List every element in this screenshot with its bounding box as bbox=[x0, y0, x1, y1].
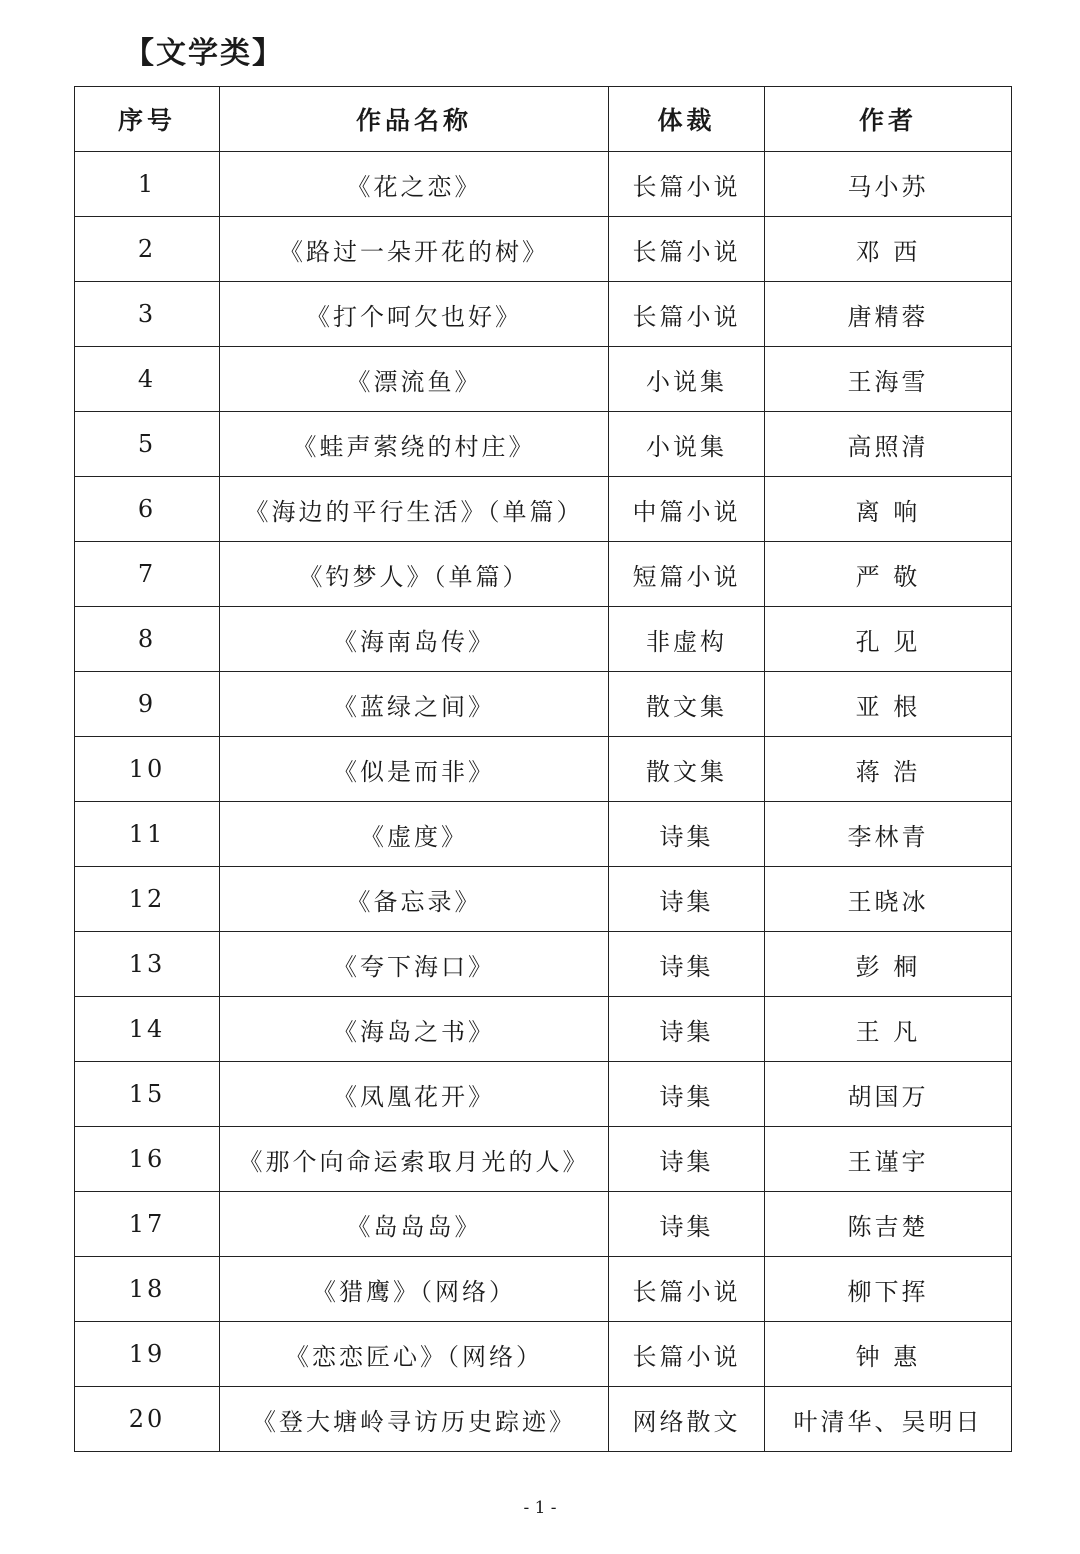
table-row bbox=[75, 672, 1012, 737]
work-title: 《蛙声萦绕的村庄》 bbox=[220, 412, 609, 477]
work-genre: 诗集 bbox=[609, 932, 765, 997]
row-number: 14 bbox=[75, 997, 220, 1062]
table-row bbox=[75, 152, 1012, 217]
table-row bbox=[75, 347, 1012, 412]
row-number: 18 bbox=[75, 1257, 220, 1322]
work-genre: 中篇小说 bbox=[609, 477, 765, 542]
work-title: 《海岛之书》 bbox=[220, 997, 609, 1062]
row-number: 12 bbox=[75, 867, 220, 932]
table-row bbox=[75, 867, 1012, 932]
work-author: 唐精蓉 bbox=[765, 282, 1012, 347]
page-number: - 1 - bbox=[523, 1498, 557, 1518]
work-genre: 诗集 bbox=[609, 802, 765, 867]
work-title: 《花之恋》 bbox=[220, 152, 609, 217]
work-author: 亚 根 bbox=[765, 672, 1012, 737]
header-title: 作品名称 bbox=[220, 87, 609, 152]
work-author: 胡国万 bbox=[765, 1062, 1012, 1127]
row-number: 20 bbox=[75, 1387, 220, 1452]
work-genre: 小说集 bbox=[609, 412, 765, 477]
table-row bbox=[75, 1257, 1012, 1322]
work-genre: 诗集 bbox=[609, 1127, 765, 1192]
work-genre: 诗集 bbox=[609, 1062, 765, 1127]
work-author: 王谨宇 bbox=[765, 1127, 1012, 1192]
row-number: 19 bbox=[75, 1322, 220, 1387]
work-author: 陈吉楚 bbox=[765, 1192, 1012, 1257]
work-genre: 短篇小说 bbox=[609, 542, 765, 607]
row-number: 17 bbox=[75, 1192, 220, 1257]
work-genre: 散文集 bbox=[609, 737, 765, 802]
work-title: 《钓梦人》（单篇） bbox=[220, 542, 609, 607]
table-row bbox=[75, 997, 1012, 1062]
work-title: 《漂流鱼》 bbox=[220, 347, 609, 412]
work-title: 《路过一朵开花的树》 bbox=[220, 217, 609, 282]
work-author: 李林青 bbox=[765, 802, 1012, 867]
work-author: 王海雪 bbox=[765, 347, 1012, 412]
work-genre: 散文集 bbox=[609, 672, 765, 737]
table-row bbox=[75, 737, 1012, 802]
row-number: 10 bbox=[75, 737, 220, 802]
work-title: 《海边的平行生活》（单篇） bbox=[220, 477, 609, 542]
work-genre: 长篇小说 bbox=[609, 152, 765, 217]
row-number: 5 bbox=[75, 412, 220, 477]
work-title: 《备忘录》 bbox=[220, 867, 609, 932]
work-title: 《虚度》 bbox=[220, 802, 609, 867]
table-row bbox=[75, 282, 1012, 347]
work-author: 王晓冰 bbox=[765, 867, 1012, 932]
work-title: 《打个呵欠也好》 bbox=[220, 282, 609, 347]
table-row bbox=[75, 1192, 1012, 1257]
work-title: 《那个向命运索取月光的人》 bbox=[220, 1127, 609, 1192]
work-genre: 长篇小说 bbox=[609, 217, 765, 282]
section-title: 【文学类】 bbox=[124, 36, 284, 71]
work-genre: 诗集 bbox=[609, 997, 765, 1062]
row-number: 1 bbox=[75, 152, 220, 217]
work-genre: 非虚构 bbox=[609, 607, 765, 672]
work-author: 严 敬 bbox=[765, 542, 1012, 607]
row-number: 4 bbox=[75, 347, 220, 412]
work-author: 柳下挥 bbox=[765, 1257, 1012, 1322]
work-genre: 长篇小说 bbox=[609, 1322, 765, 1387]
header-author: 作者 bbox=[765, 87, 1012, 152]
work-author: 马小苏 bbox=[765, 152, 1012, 217]
row-number: 11 bbox=[75, 802, 220, 867]
work-genre: 长篇小说 bbox=[609, 282, 765, 347]
row-number: 6 bbox=[75, 477, 220, 542]
work-title: 《登大塘岭寻访历史踪迹》 bbox=[220, 1387, 609, 1452]
work-author: 彭 桐 bbox=[765, 932, 1012, 997]
work-author: 叶清华、吴明日 bbox=[765, 1387, 1012, 1452]
work-author: 孔 见 bbox=[765, 607, 1012, 672]
work-genre: 网络散文 bbox=[609, 1387, 765, 1452]
work-title: 《夸下海口》 bbox=[220, 932, 609, 997]
table-row bbox=[75, 412, 1012, 477]
work-title: 《凤凰花开》 bbox=[220, 1062, 609, 1127]
row-number: 9 bbox=[75, 672, 220, 737]
row-number: 2 bbox=[75, 217, 220, 282]
table-row bbox=[75, 932, 1012, 997]
work-author: 离 响 bbox=[765, 477, 1012, 542]
table-row bbox=[75, 217, 1012, 282]
work-title: 《猎鹰》（网络） bbox=[220, 1257, 609, 1322]
table-row bbox=[75, 802, 1012, 867]
table-row bbox=[75, 542, 1012, 607]
work-title: 《岛岛岛》 bbox=[220, 1192, 609, 1257]
row-number: 8 bbox=[75, 607, 220, 672]
table-header-row bbox=[75, 87, 1012, 152]
table-row bbox=[75, 607, 1012, 672]
works-table bbox=[74, 86, 1012, 1452]
header-genre: 体裁 bbox=[609, 87, 765, 152]
work-title: 《海南岛传》 bbox=[220, 607, 609, 672]
table-row bbox=[75, 1127, 1012, 1192]
work-title: 《蓝绿之间》 bbox=[220, 672, 609, 737]
table-body bbox=[75, 152, 1012, 1452]
work-title: 《似是而非》 bbox=[220, 737, 609, 802]
work-genre: 诗集 bbox=[609, 867, 765, 932]
work-author: 蒋 浩 bbox=[765, 737, 1012, 802]
row-number: 7 bbox=[75, 542, 220, 607]
row-number: 15 bbox=[75, 1062, 220, 1127]
table-row bbox=[75, 1062, 1012, 1127]
work-genre: 长篇小说 bbox=[609, 1257, 765, 1322]
header-no: 序号 bbox=[75, 87, 220, 152]
table-row bbox=[75, 1322, 1012, 1387]
work-genre: 小说集 bbox=[609, 347, 765, 412]
table-row bbox=[75, 477, 1012, 542]
work-title: 《恋恋匠心》（网络） bbox=[220, 1322, 609, 1387]
row-number: 3 bbox=[75, 282, 220, 347]
work-genre: 诗集 bbox=[609, 1192, 765, 1257]
work-author: 王 凡 bbox=[765, 997, 1012, 1062]
row-number: 16 bbox=[75, 1127, 220, 1192]
row-number: 13 bbox=[75, 932, 220, 997]
work-author: 高照清 bbox=[765, 412, 1012, 477]
work-author: 邓 西 bbox=[765, 217, 1012, 282]
table-row bbox=[75, 1387, 1012, 1452]
work-author: 钟 惠 bbox=[765, 1322, 1012, 1387]
